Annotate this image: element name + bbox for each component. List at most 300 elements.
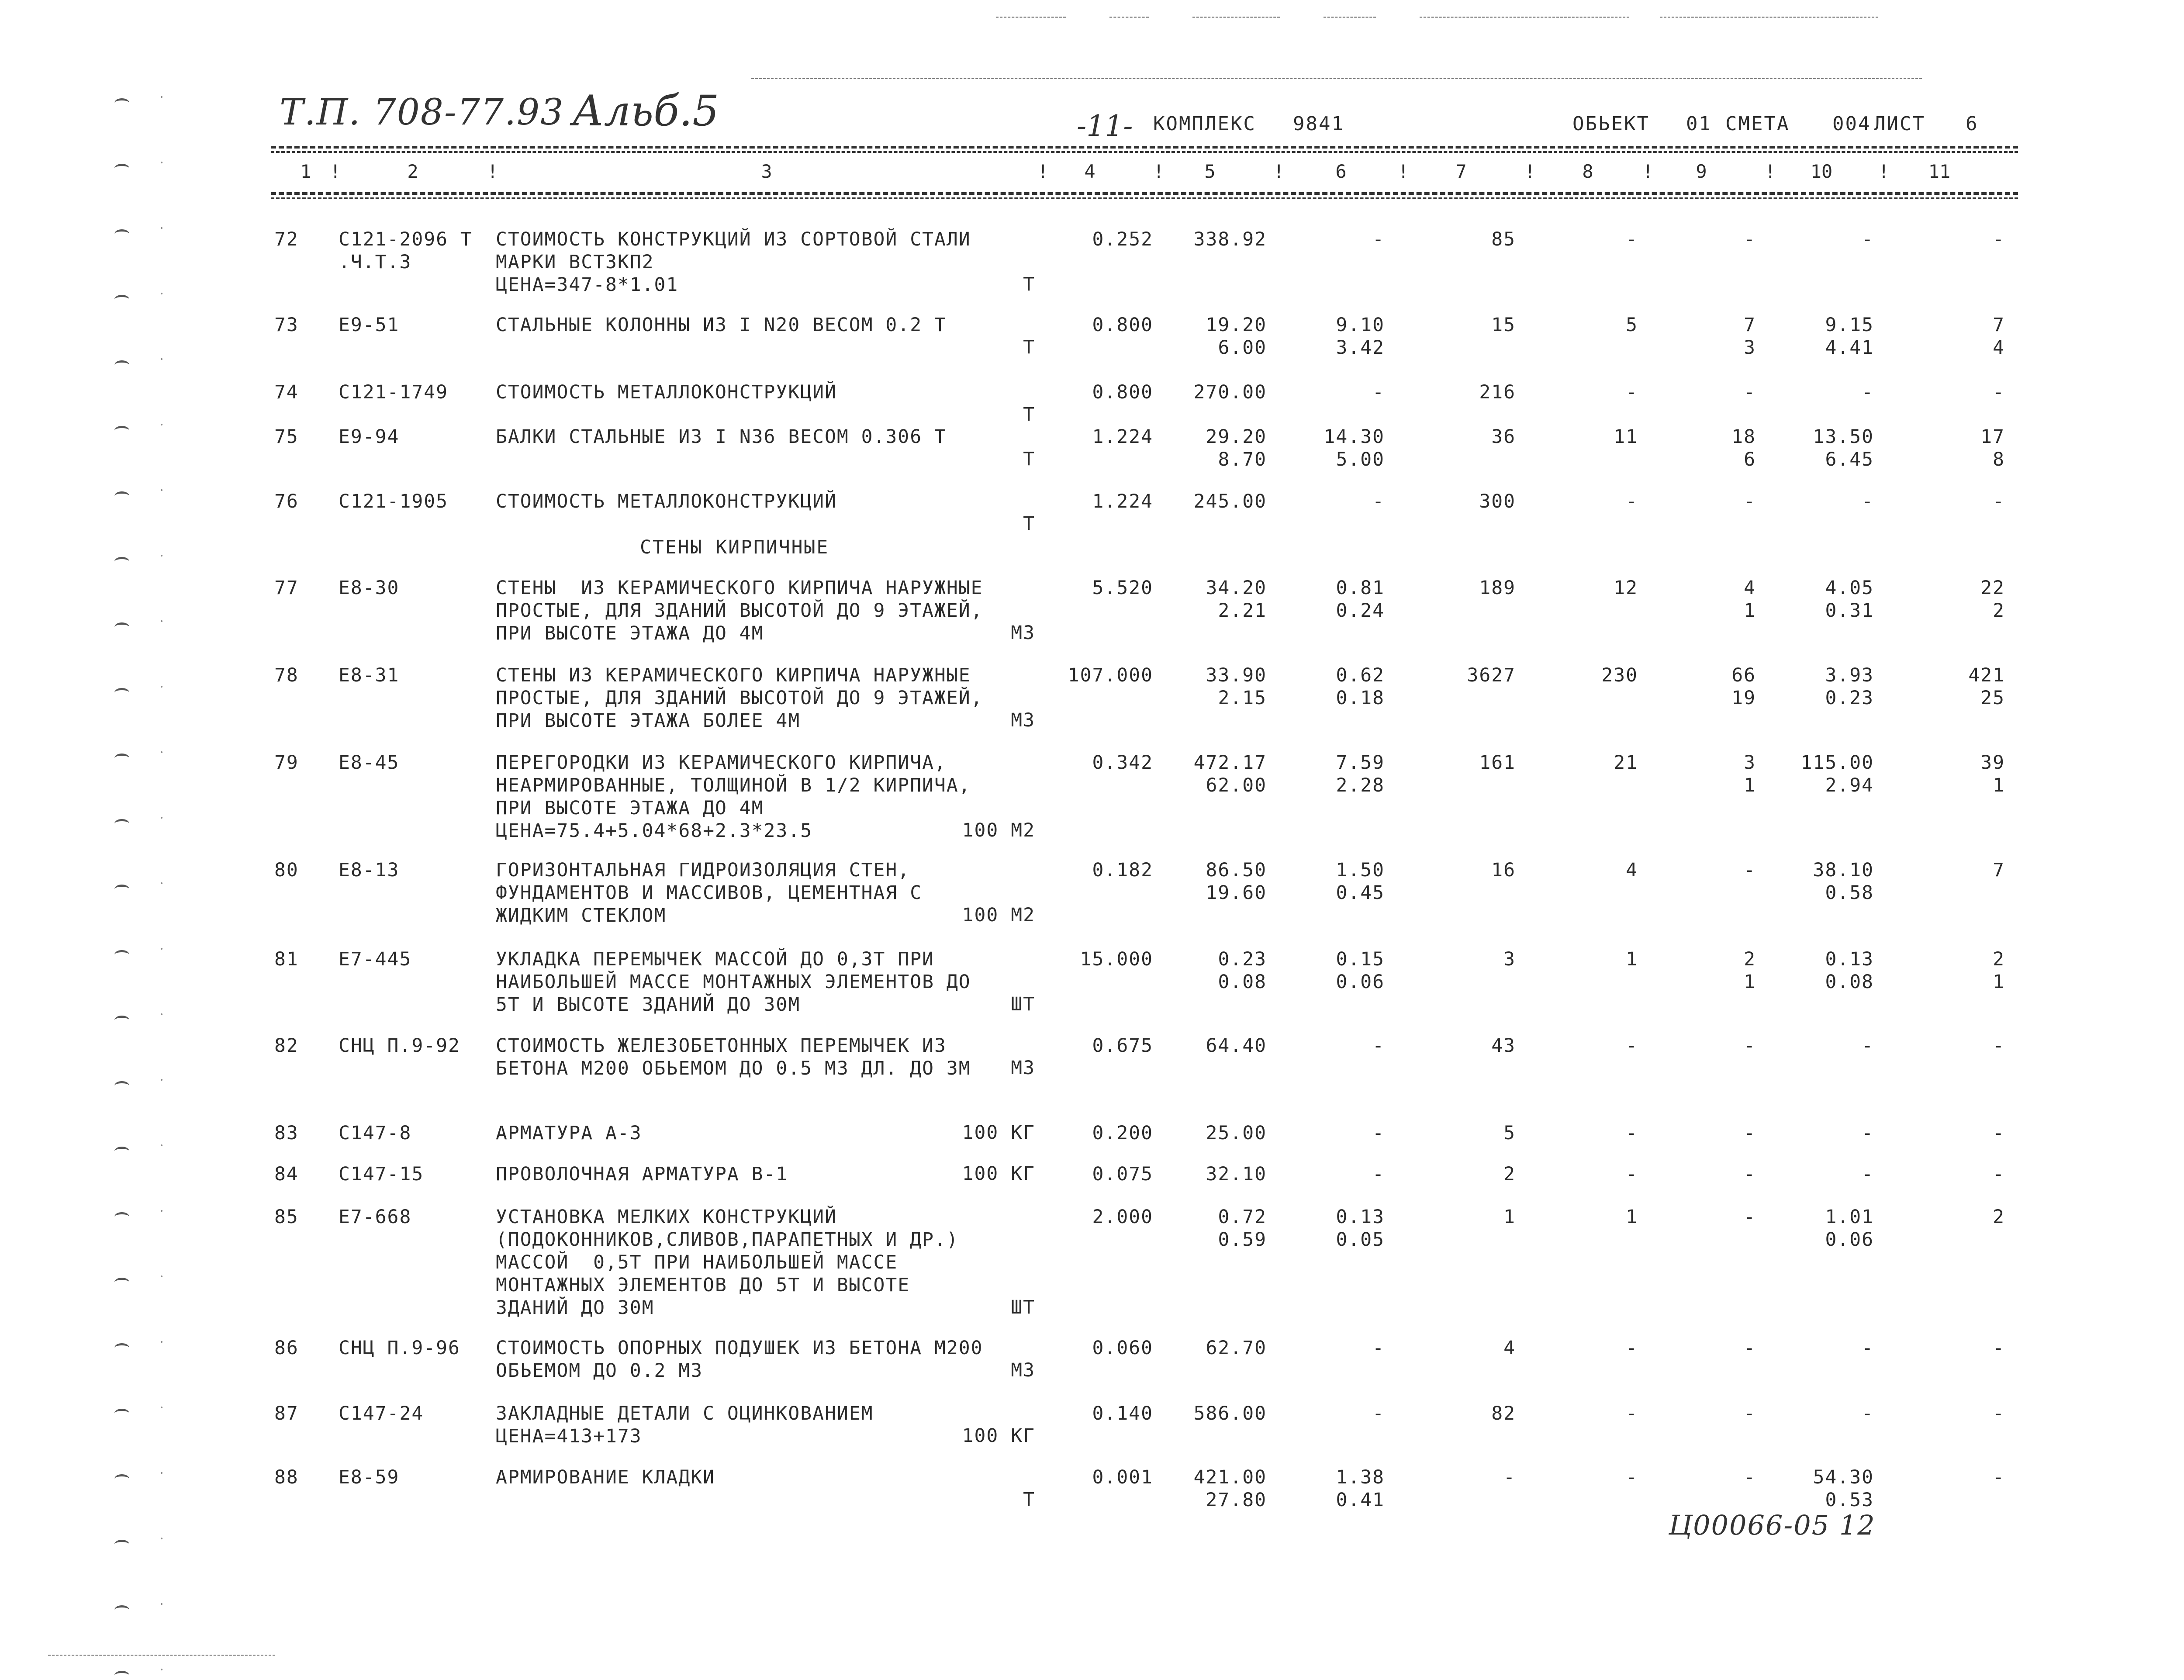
cell-c7: 1 (1503, 1206, 1516, 1228)
cell-c6: - (1372, 1163, 1385, 1185)
cell-desc: АРМАТУРА А-3 (496, 1122, 642, 1144)
cell-c5: 338.92 (1193, 228, 1267, 250)
margin-dot (161, 620, 162, 622)
cell-c8: 21 (1614, 752, 1638, 774)
margin-dot (161, 1603, 162, 1605)
column-number: 10 (1810, 161, 1833, 182)
cell-c10: - (1862, 1035, 1874, 1057)
cell-c7: 161 (1479, 752, 1516, 774)
complex-value: 9841 (1293, 113, 1344, 135)
cell-c4: 0.800 (1092, 314, 1153, 336)
cell-c4: 5.520 (1092, 577, 1153, 599)
cell-c5: 472.17 62.00 (1193, 752, 1267, 796)
cell-desc: БАЛКИ СТАЛЬНЫЕ ИЗ I N36 ВЕСОМ 0.306 Т (496, 426, 947, 448)
margin-dot (161, 1472, 162, 1474)
cell-n: 82 (274, 1035, 299, 1057)
punch-hole-mark (114, 426, 129, 435)
top-dash (996, 17, 1066, 18)
cell-c5: 270.00 (1193, 381, 1267, 403)
cell-code: СНЦ П.9-92 (339, 1035, 460, 1057)
cell-c5: 0.23 0.08 (1218, 948, 1267, 993)
cell-c6: - (1372, 381, 1385, 403)
cell-c4: 1.224 (1092, 426, 1153, 448)
cell-c4: 0.800 (1092, 381, 1153, 403)
unit-label: М3 (1011, 1057, 1035, 1079)
cell-code: С147-8 (339, 1122, 412, 1144)
cell-code: С147-15 (339, 1163, 424, 1185)
margin-dot (161, 1079, 162, 1081)
document-stamp: Ц00066-05 12 (1669, 1509, 1876, 1541)
cell-c7: 36 (1491, 426, 1516, 448)
cell-c9: 18 6 (1731, 426, 1756, 470)
cell-c5: 586.00 (1193, 1403, 1267, 1424)
cell-c8: - (1626, 1337, 1638, 1359)
column-number: 1 (300, 161, 311, 182)
unit-label: Т (1023, 336, 1035, 358)
margin-dot (161, 96, 162, 98)
cell-c11: - (1993, 228, 2005, 250)
margin-dot (161, 1210, 162, 1212)
cell-c9: 2 1 (1744, 948, 1756, 993)
cell-c6: 1.38 0.41 (1336, 1466, 1385, 1511)
cell-desc: ЗАКЛАДНЫЕ ДЕТАЛИ С ОЦИНКОВАНИЕМ ЦЕНА=413+173 (496, 1403, 874, 1447)
cell-c4: 0.675 (1092, 1035, 1153, 1057)
cell-c11: - (1993, 1122, 2005, 1144)
punch-hole-mark (114, 1671, 129, 1680)
column-separator: ! (1273, 161, 1285, 182)
cell-c9: 7 3 (1744, 314, 1756, 359)
margin-dot (161, 1669, 162, 1670)
handwritten-project-code: Т.П. 708-77.93 (280, 92, 564, 133)
cell-c4: 0.182 (1092, 859, 1153, 881)
bottom-dash (48, 1655, 275, 1656)
punch-hole-mark (114, 360, 129, 370)
cell-c11: - (1993, 1466, 2005, 1488)
cell-c7: - (1503, 1466, 1516, 1488)
cell-n: 86 (274, 1337, 299, 1359)
cell-c6: - (1372, 1403, 1385, 1424)
cell-c9: - (1744, 228, 1756, 250)
margin-dot (161, 489, 162, 491)
cell-c9: 4 1 (1744, 577, 1756, 622)
cell-c6: 0.62 0.18 (1336, 664, 1385, 709)
cell-c7: 5 (1503, 1122, 1516, 1144)
cell-c7: 4 (1503, 1337, 1516, 1359)
cell-desc: УКЛАДКА ПЕРЕМЫЧЕК МАССОЙ ДО 0,3Т ПРИ НАИБОЛЬШЕЙ МАССЕ МОНТАЖНЫХ ЭЛЕМЕНТОВ ДО 5Т И ВЫСОТЕ ЗДАНИЙ ДО 30М (496, 948, 971, 1016)
cell-c9: 66 19 (1731, 664, 1756, 709)
cell-desc: СТОИМОСТЬ МЕТАЛЛОКОНСТРУКЦИЙ (496, 491, 837, 512)
cell-c10: - (1862, 1337, 1874, 1359)
cell-n: 72 (274, 228, 299, 250)
margin-dot (161, 424, 162, 425)
cell-c5: 245.00 (1193, 491, 1267, 512)
punch-hole-mark (114, 1474, 129, 1483)
cell-code: Е8-30 (339, 577, 400, 599)
handwritten-album: Альб.5 (572, 86, 719, 135)
cell-desc: СТОИМОСТЬ МЕТАЛЛОКОНСТРУКЦИЙ (496, 381, 837, 403)
punch-hole-mark (114, 1016, 129, 1025)
cell-desc: СТОИМОСТЬ ЖЕЛЕЗОБЕТОННЫХ ПЕРЕМЫЧЕК ИЗ БЕТОНА М200 ОБЬЕМОМ ДО 0.5 М3 ДЛ. ДО 3М (496, 1035, 971, 1079)
cell-c5: 29.20 8.70 (1206, 426, 1267, 470)
cell-c8: 12 (1614, 577, 1638, 599)
cell-c5: 32.10 (1206, 1163, 1267, 1185)
unit-label: М3 (1011, 1359, 1035, 1381)
punch-hole-mark (114, 1212, 129, 1221)
cell-c6: 0.81 0.24 (1336, 577, 1385, 622)
cell-c10: 115.00 2.94 (1800, 752, 1874, 796)
cell-c4: 107.000 (1068, 664, 1153, 686)
punch-hole-mark (114, 164, 129, 173)
column-separator: ! (1037, 161, 1049, 182)
perforation-line (751, 78, 1922, 79)
cell-c8: - (1626, 1466, 1638, 1488)
cell-n: 78 (274, 664, 299, 686)
cell-c7: 2 (1503, 1163, 1516, 1185)
cell-c8: - (1626, 1163, 1638, 1185)
punch-hole-mark (114, 1278, 129, 1287)
cell-c4: 0.342 (1092, 752, 1153, 774)
column-number: 2 (407, 161, 418, 182)
punch-hole-mark (114, 1409, 129, 1418)
margin-dot (161, 1407, 162, 1408)
unit-label: ШТ (1011, 1296, 1035, 1318)
cell-c8: - (1626, 1403, 1638, 1424)
cell-n: 80 (274, 859, 299, 881)
cell-code: С147-24 (339, 1403, 424, 1424)
column-separator: ! (487, 161, 498, 182)
cell-c8: 4 (1626, 859, 1638, 881)
cell-c11: 2 1 (1993, 948, 2005, 993)
punch-hole-mark (114, 754, 129, 763)
cell-n: 88 (274, 1466, 299, 1488)
column-number: 11 (1928, 161, 1951, 182)
cell-c10: - (1862, 381, 1874, 403)
section-title: СТЕНЫ КИРПИЧНЫЕ (640, 536, 829, 558)
margin-dot (161, 882, 162, 884)
cell-code: С121-2096 Т .Ч.Т.3 (339, 228, 473, 273)
margin-dot (161, 1013, 162, 1015)
cell-c9: - (1744, 1122, 1756, 1144)
cell-c9: - (1744, 1206, 1756, 1228)
punch-hole-mark (114, 1540, 129, 1549)
cell-c8: 230 (1601, 664, 1638, 686)
margin-dot (161, 1538, 162, 1539)
cell-c4: 0.140 (1092, 1403, 1153, 1424)
cell-c7: 300 (1479, 491, 1516, 512)
cell-c11: 7 4 (1993, 314, 2005, 359)
column-number: 4 (1084, 161, 1095, 182)
punch-hole-mark (114, 622, 129, 632)
cell-c10: 38.10 0.58 (1813, 859, 1874, 904)
margin-dot (161, 1276, 162, 1277)
cell-c8: 1 (1626, 1206, 1638, 1228)
cell-c6: 0.13 0.05 (1336, 1206, 1385, 1251)
top-dash (1324, 17, 1376, 18)
page-mark: -11- (1077, 109, 1133, 143)
cell-desc: ПЕРЕГОРОДКИ ИЗ КЕРАМИЧЕСКОГО КИРПИЧА, НЕАРМИРОВАННЫЕ, ТОЛЩИНОЙ В 1/2 КИРПИЧА, ПРИ ВЫСОТЕ ЭТАЖА ДО 4М ЦЕНА=75.4+5.04*68+2.3*23.5 (496, 752, 971, 842)
cell-code: Е8-59 (339, 1466, 400, 1488)
header-rule-top-2 (271, 151, 2018, 153)
cell-c7: 189 (1479, 577, 1516, 599)
column-separator: ! (330, 161, 341, 182)
cell-c8: - (1626, 1122, 1638, 1144)
smeta-label: СМЕТА (1725, 113, 1790, 135)
cell-c6: 1.50 0.45 (1336, 859, 1385, 904)
cell-code: Е7-668 (339, 1206, 412, 1228)
cell-c5: 86.50 19.60 (1206, 859, 1267, 904)
cell-code: Е7-445 (339, 948, 412, 970)
cell-c8: 5 (1626, 314, 1638, 336)
cell-c10: 54.30 0.53 (1813, 1466, 1874, 1511)
cell-c8: - (1626, 228, 1638, 250)
margin-dot (161, 162, 162, 163)
cell-n: 83 (274, 1122, 299, 1144)
cell-c5: 34.20 2.21 (1206, 577, 1267, 622)
cell-c7: 216 (1479, 381, 1516, 403)
cell-c4: 0.075 (1092, 1163, 1153, 1185)
cell-desc: СТОИМОСТЬ ОПОРНЫХ ПОДУШЕК ИЗ БЕТОНА М200 ОБЬЕМОМ ДО 0.2 М3 (496, 1337, 983, 1382)
punch-hole-mark (114, 557, 129, 566)
punch-hole-mark (114, 819, 129, 828)
unit-label: 100 М2 (962, 904, 1035, 926)
cell-c9: - (1744, 491, 1756, 512)
object-label: ОБЬЕКТ (1572, 113, 1650, 135)
punch-hole-mark (114, 295, 129, 304)
cell-c11: - (1993, 1337, 2005, 1359)
unit-label: Т (1023, 1489, 1035, 1511)
cell-c11: 39 1 (1980, 752, 2005, 796)
margin-dot (161, 1341, 162, 1343)
punch-hole-mark (114, 229, 129, 239)
cell-c8: 11 (1614, 426, 1638, 448)
cell-c6: - (1372, 228, 1385, 250)
cell-desc: АРМИРОВАНИЕ КЛАДКИ (496, 1466, 715, 1488)
column-separator: ! (1153, 161, 1165, 182)
cell-c5: 0.72 0.59 (1218, 1206, 1267, 1251)
margin-dot (161, 358, 162, 360)
cell-desc: ГОРИЗОНТАЛЬНАЯ ГИДРОИЗОЛЯЦИЯ СТЕН, ФУНДАМЕНТОВ И МАССИВОВ, ЦЕМЕНТНАЯ С ЖИДКИМ СТЕКЛОМ (496, 859, 923, 926)
cell-c5: 25.00 (1206, 1122, 1267, 1144)
cell-c6: - (1372, 491, 1385, 512)
unit-label: 100 КГ (962, 1163, 1035, 1185)
cell-code: Е8-13 (339, 859, 400, 881)
cell-c9: - (1744, 1035, 1756, 1057)
cell-c4: 15.000 (1080, 948, 1153, 970)
cell-n: 73 (274, 314, 299, 336)
column-separator: ! (1765, 161, 1776, 182)
unit-label: 100 КГ (962, 1122, 1035, 1144)
smeta-value: 004 (1832, 113, 1871, 135)
cell-c10: 3.93 0.23 (1825, 664, 1874, 709)
cell-c4: 0.060 (1092, 1337, 1153, 1359)
cell-c11: 421 25 (1968, 664, 2005, 709)
cell-c4: 2.000 (1092, 1206, 1153, 1228)
cell-c8: - (1626, 381, 1638, 403)
cell-c5: 33.90 2.15 (1206, 664, 1267, 709)
cell-c6: 9.10 3.42 (1336, 314, 1385, 359)
cell-n: 84 (274, 1163, 299, 1185)
punch-hole-mark (114, 688, 129, 697)
cell-code: Е9-94 (339, 426, 400, 448)
cell-c5: 64.40 (1206, 1035, 1267, 1057)
cell-c11: 17 8 (1980, 426, 2005, 470)
cell-c9: - (1744, 1403, 1756, 1424)
cell-c7: 16 (1491, 859, 1516, 881)
unit-label: ШТ (1011, 993, 1035, 1015)
header-rule-bottom-2 (271, 197, 2018, 199)
top-dash (1660, 17, 1878, 18)
cell-desc: СТАЛЬНЫЕ КОЛОННЫ ИЗ I N20 ВЕСОМ 0.2 Т (496, 314, 947, 336)
cell-c8: 1 (1626, 948, 1638, 970)
cell-c4: 0.200 (1092, 1122, 1153, 1144)
cell-n: 85 (274, 1206, 299, 1228)
cell-c5: 62.70 (1206, 1337, 1267, 1359)
cell-c4: 0.001 (1092, 1466, 1153, 1488)
cell-n: 77 (274, 577, 299, 599)
cell-c9: 3 1 (1744, 752, 1756, 796)
unit-label: Т (1023, 448, 1035, 470)
column-number: 7 (1455, 161, 1467, 182)
cell-n: 74 (274, 381, 299, 403)
cell-c10: - (1862, 1403, 1874, 1424)
cell-c10: - (1862, 1163, 1874, 1185)
unit-label: Т (1023, 404, 1035, 425)
top-dash (1109, 17, 1149, 18)
cell-c11: - (1993, 491, 2005, 512)
cell-c5: 19.20 6.00 (1206, 314, 1267, 359)
cell-desc: УСТАНОВКА МЕЛКИХ КОНСТРУКЦИЙ (ПОДОКОННИКОВ,СЛИВОВ,ПАРАПЕТНЫХ И ДР.) МАССОЙ 0,5Т ПРИ НАИБОЛЬШЕЙ МАССЕ МОНТАЖНЫХ ЭЛЕМЕНТОВ ДО 5Т И ВЫСОТЕ ЗДАНИЙ ДО 30М (496, 1206, 959, 1319)
cell-c4: 1.224 (1092, 491, 1153, 512)
cell-desc: СТОИМОСТЬ КОНСТРУКЦИЙ ИЗ СОРТОВОЙ СТАЛИ МАРКИ ВСТ3КП2 ЦЕНА=347-8*1.01 (496, 228, 971, 296)
punch-hole-mark (114, 98, 129, 107)
cell-c9: - (1744, 381, 1756, 403)
top-dash (1192, 17, 1280, 18)
sheet-label: ЛИСТ (1874, 113, 1925, 135)
cell-c7: 85 (1491, 228, 1516, 250)
header-rule-bottom (271, 192, 2018, 195)
margin-dot (161, 1144, 162, 1146)
cell-c10: 4.05 0.31 (1825, 577, 1874, 622)
punch-hole-mark (114, 1343, 129, 1352)
unit-label: М3 (1011, 622, 1035, 644)
cell-c9: - (1744, 859, 1756, 881)
top-dash (1420, 17, 1629, 18)
unit-label: Т (1023, 273, 1035, 295)
punch-hole-mark (114, 950, 129, 959)
cell-c6: - (1372, 1035, 1385, 1057)
punch-hole-mark (114, 491, 129, 501)
cell-c6: 0.15 0.06 (1336, 948, 1385, 993)
punch-hole-mark (114, 1147, 129, 1156)
cell-c7: 15 (1491, 314, 1516, 336)
cell-c8: - (1626, 1035, 1638, 1057)
cell-n: 79 (274, 752, 299, 774)
cell-c7: 3 (1503, 948, 1516, 970)
cell-n: 76 (274, 491, 299, 512)
cell-c10: 1.01 0.06 (1825, 1206, 1874, 1251)
cell-c9: - (1744, 1163, 1756, 1185)
cell-code: Е8-31 (339, 664, 400, 686)
cell-c7: 43 (1491, 1035, 1516, 1057)
cell-c4: 0.252 (1092, 228, 1153, 250)
column-separator: ! (1524, 161, 1536, 182)
cell-c7: 3627 (1467, 664, 1516, 686)
column-number: 5 (1204, 161, 1216, 182)
column-number: 9 (1696, 161, 1707, 182)
cell-code: СНЦ П.9-96 (339, 1337, 460, 1359)
margin-dot (161, 227, 162, 229)
column-separator: ! (1642, 161, 1654, 182)
margin-dot (161, 686, 162, 688)
cell-c10: 13.50 6.45 (1813, 426, 1874, 470)
margin-dot (161, 948, 162, 950)
cell-c10: 0.13 0.08 (1825, 948, 1874, 993)
punch-hole-mark (114, 885, 129, 894)
cell-c11: - (1993, 1035, 2005, 1057)
cell-c8: - (1626, 491, 1638, 512)
column-separator: ! (1878, 161, 1890, 182)
sheet-value: 6 (1966, 113, 1979, 135)
object-value: 01 (1686, 113, 1712, 135)
cell-desc: СТЕНЫ ИЗ КЕРАМИЧЕСКОГО КИРПИЧА НАРУЖНЫЕ ПРОСТЫЕ, ДЛЯ ЗДАНИЙ ВЫСОТОЙ ДО 9 ЭТАЖЕЙ, ПРИ ВЫСОТЕ ЭТАЖА ДО 4М (496, 577, 983, 644)
cell-c11: 7 (1993, 859, 2005, 881)
cell-c11: 22 2 (1980, 577, 2005, 622)
header-rule-top (271, 146, 2018, 149)
cell-c6: - (1372, 1337, 1385, 1359)
cell-c10: - (1862, 228, 1874, 250)
complex-label: КОМПЛЕКС (1153, 113, 1256, 135)
cell-c9: - (1744, 1337, 1756, 1359)
cell-c6: - (1372, 1122, 1385, 1144)
cell-c11: 2 (1993, 1206, 2005, 1228)
cell-code: Е9-51 (339, 314, 400, 336)
cell-c11: - (1993, 1163, 2005, 1185)
column-number: 3 (761, 161, 772, 182)
cell-c11: - (1993, 381, 2005, 403)
cell-n: 81 (274, 948, 299, 970)
cell-c6: 14.30 5.00 (1324, 426, 1385, 470)
unit-label: 100 М2 (962, 819, 1035, 841)
column-number: 6 (1335, 161, 1347, 182)
cell-c10: - (1862, 1122, 1874, 1144)
cell-code: С121-1905 (339, 491, 448, 512)
cell-c11: - (1993, 1403, 2005, 1424)
unit-label: 100 КГ (962, 1425, 1035, 1447)
cell-c6: 7.59 2.28 (1336, 752, 1385, 796)
punch-hole-mark (114, 1605, 129, 1614)
unit-label: Т (1023, 513, 1035, 535)
cell-n: 75 (274, 426, 299, 448)
column-number: 8 (1582, 161, 1593, 182)
cell-code: Е8-45 (339, 752, 400, 774)
cell-c5: 421.00 27.80 (1193, 1466, 1267, 1511)
cell-desc: СТЕНЫ ИЗ КЕРАМИЧЕСКОГО КИРПИЧА НАРУЖНЫЕ ПРОСТЫЕ, ДЛЯ ЗДАНИЙ ВЫСОТОЙ ДО 9 ЭТАЖЕЙ, ПРИ ВЫСОТЕ ЭТАЖА БОЛЕЕ 4М (496, 664, 983, 732)
cell-c9: - (1744, 1466, 1756, 1488)
cell-c10: 9.15 4.41 (1825, 314, 1874, 359)
margin-dot (161, 293, 162, 294)
margin-dot (161, 817, 162, 819)
punch-hole-mark (114, 1081, 129, 1090)
unit-label: М3 (1011, 709, 1035, 731)
margin-dot (161, 751, 162, 753)
cell-desc: ПРОВОЛОЧНАЯ АРМАТУРА В-1 (496, 1163, 788, 1185)
cell-code: С121-1749 (339, 381, 448, 403)
cell-n: 87 (274, 1403, 299, 1424)
cell-c7: 82 (1491, 1403, 1516, 1424)
margin-dot (161, 555, 162, 557)
cell-c10: - (1862, 491, 1874, 512)
column-separator: ! (1398, 161, 1409, 182)
